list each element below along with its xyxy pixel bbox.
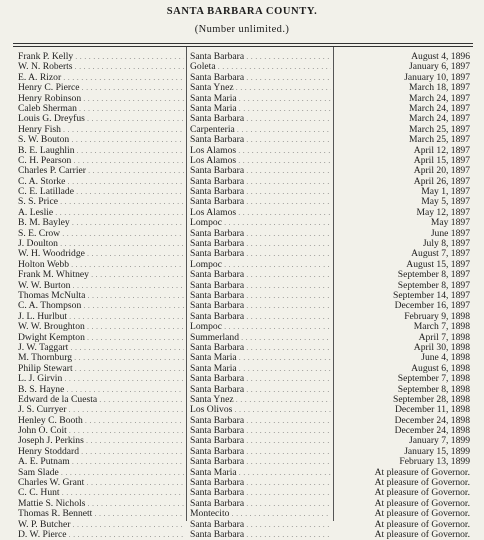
name-cell: Thomas McNulta . . . — [18, 291, 184, 301]
name-cell: Henry Fish . . . — [18, 125, 184, 135]
table-row — [0, 520, 484, 530]
table-row — [0, 530, 484, 540]
date-cell: September 8, 1897 — [397, 279, 470, 291]
name-cell: Frank P. Kelly . . . — [18, 52, 184, 62]
date-cell: September 7, 1898 — [397, 373, 470, 385]
place-cell: Santa Barbara . . . — [190, 229, 331, 239]
name-cell: Edward de la Cuesta . . . — [18, 395, 184, 405]
place-cell: Santa Ynez . . . — [190, 83, 331, 93]
date-cell: March 25, 1897 — [408, 134, 470, 146]
date-cell: December 24, 1898 — [394, 425, 470, 437]
place-cell: Santa Barbara . . . — [190, 197, 331, 207]
date-cell: May 12, 1897 — [416, 206, 470, 218]
date-cell: March 7, 1898 — [413, 321, 470, 333]
date-cell: December 11, 1898 — [394, 404, 470, 416]
date-cell: June 4, 1898 — [421, 352, 470, 364]
place-cell: Santa Barbara . . . — [190, 488, 331, 498]
name-cell: D. W. Pierce . . . — [18, 530, 184, 540]
table-row — [0, 218, 484, 228]
place-cell: Montecito . . . — [190, 509, 331, 519]
place-cell: Santa Barbara . . . — [190, 270, 331, 280]
place-cell: Santa Barbara . . . — [190, 187, 331, 197]
name-cell: Henry C. Pierce . . . — [18, 83, 184, 93]
date-cell: April 20, 1897 — [413, 165, 470, 177]
date-cell: January 6, 1897 — [408, 61, 470, 73]
table-top-rule-2 — [13, 46, 473, 47]
date-cell: December 16, 1897 — [394, 300, 470, 312]
place-cell: Summerland . . . — [190, 333, 331, 343]
name-cell: A. E. Putnam . . . — [18, 457, 184, 467]
date-cell: August 4, 1896 — [411, 51, 470, 62]
name-cell: J. L. Hurlbut . . . — [18, 312, 184, 322]
table-row — [0, 208, 484, 218]
date-cell: January 15, 1899 — [404, 445, 470, 457]
place-cell: Santa Maria . . . — [190, 468, 331, 478]
table-row — [0, 135, 484, 145]
date-cell: May 5, 1897 — [421, 196, 470, 208]
name-cell: B. E. Laughlin . . . — [18, 146, 184, 156]
table-row — [0, 177, 484, 187]
date-cell: September 14, 1897 — [392, 289, 470, 301]
name-cell: A. Leslie . . . — [18, 208, 184, 218]
date-cell: July 8, 1897 — [422, 238, 470, 250]
place-cell: Los Alamos . . . — [190, 146, 331, 156]
place-cell: Carpenteria . . . — [190, 125, 331, 135]
date-cell: January 10, 1897 — [404, 71, 470, 83]
table-row — [0, 187, 484, 197]
name-cell: J. W. Taggart . . . — [18, 343, 184, 353]
name-cell: Dwight Kempton . . . — [18, 333, 184, 343]
place-cell: Santa Maria . . . — [190, 364, 331, 374]
name-cell: C. A. Storke . . . — [18, 177, 184, 187]
name-cell: Henry Stoddard . . . — [18, 447, 184, 457]
table-row — [0, 229, 484, 239]
name-cell: Mattie S. Nichols . . . — [18, 499, 184, 509]
name-cell: John O. Coit . . . — [18, 426, 184, 436]
place-cell: Santa Barbara . . . — [190, 239, 331, 249]
place-cell: Santa Barbara . . . — [190, 499, 331, 509]
name-cell: Joseph J. Perkins . . . — [18, 436, 184, 446]
name-cell: M. Thornburg . . . — [18, 353, 184, 363]
date-cell: March 24, 1897 — [408, 102, 470, 114]
name-cell: W. W. Burton . . . — [18, 281, 184, 291]
place-cell: Santa Barbara . . . — [190, 343, 331, 353]
date-cell: December 24, 1898 — [394, 414, 470, 426]
date-cell: June 1897 — [430, 227, 470, 239]
name-cell: Sam Slade . . . — [18, 468, 184, 478]
date-cell: At pleasure of Governor. — [374, 518, 470, 530]
place-cell: Santa Barbara . . . — [190, 520, 331, 530]
place-cell: Santa Barbara . . . — [190, 281, 331, 291]
table-row — [0, 83, 484, 93]
date-cell: March 25, 1897 — [408, 123, 470, 135]
place-cell: Los Alamos . . . — [190, 208, 331, 218]
date-cell: September 8, 1897 — [397, 269, 470, 281]
name-cell: Frank M. Whitney . . . — [18, 270, 184, 280]
place-cell: Santa Barbara . . . — [190, 249, 331, 259]
name-cell: Henley C. Booth . . . — [18, 416, 184, 426]
name-cell: W. W. Broughton . . . — [18, 322, 184, 332]
date-cell: March 24, 1897 — [408, 92, 470, 104]
date-cell: At pleasure of Governor. — [374, 487, 470, 499]
table-row — [0, 146, 484, 156]
place-cell: Santa Barbara . . . — [190, 301, 331, 311]
table-row — [0, 166, 484, 176]
place-cell: Lompoc . . . — [190, 322, 331, 332]
name-cell: W. H. Woodridge . . . — [18, 249, 184, 259]
date-cell: September 8, 1898 — [397, 383, 470, 395]
name-cell: Holton Webb . . . — [18, 260, 184, 270]
name-cell: Henry Robinson . . . — [18, 94, 184, 104]
name-cell: Thomas R. Bennett . . . — [18, 509, 184, 519]
place-cell: Santa Maria . . . — [190, 104, 331, 114]
place-cell: Santa Barbara . . . — [190, 478, 331, 488]
table-row — [0, 322, 484, 332]
date-cell: February 9, 1898 — [404, 310, 470, 322]
place-cell: Santa Barbara . . . — [190, 374, 331, 384]
name-cell: C. E. Latillade . . . — [18, 187, 184, 197]
date-cell: August 7, 1897 — [411, 248, 470, 260]
place-cell: Los Alamos . . . — [190, 156, 331, 166]
date-cell: April 12, 1897 — [413, 144, 470, 156]
place-cell: Lompoc . . . — [190, 260, 331, 270]
table-row — [0, 343, 484, 353]
name-cell: S. S. Price . . . — [18, 197, 184, 207]
date-cell: April 30, 1898 — [413, 341, 470, 353]
date-cell: August 6, 1898 — [411, 362, 470, 374]
place-cell: Santa Barbara . . . — [190, 73, 331, 83]
name-cell: C. C. Hunt . . . — [18, 488, 184, 498]
place-cell: Santa Barbara . . . — [190, 426, 331, 436]
place-cell: Santa Barbara . . . — [190, 416, 331, 426]
date-cell: September 28, 1898 — [392, 393, 470, 405]
date-cell: April 15, 1897 — [413, 154, 470, 166]
name-cell: E. A. Rizor . . . — [18, 73, 184, 83]
date-cell: April 26, 1897 — [413, 175, 470, 187]
place-cell: Santa Barbara . . . — [190, 457, 331, 467]
name-cell: S. E. Crow . . . — [18, 229, 184, 239]
date-cell: May 1897 — [430, 217, 470, 229]
name-cell: S. W. Bouton . . . — [18, 135, 184, 145]
place-cell: Santa Barbara . . . — [190, 530, 331, 540]
place-cell: Santa Barbara . . . — [190, 436, 331, 446]
place-cell: Santa Barbara . . . — [190, 447, 331, 457]
name-cell: Philip Stewart . . . — [18, 364, 184, 374]
date-cell: March 18, 1897 — [408, 82, 470, 94]
place-cell: Santa Barbara . . . — [190, 114, 331, 124]
table-row — [0, 374, 484, 384]
place-cell: Santa Maria . . . — [190, 353, 331, 363]
date-cell: May 1, 1897 — [421, 186, 470, 198]
place-cell: Goleta . . . — [190, 62, 331, 72]
name-cell: Charles P. Carrier . . . — [18, 166, 184, 176]
place-cell: Santa Barbara . . . — [190, 291, 331, 301]
table-row — [0, 333, 484, 343]
name-cell: Louis G. Dreyfus . . . — [18, 114, 184, 124]
name-cell: B. M. Bayley . . . — [18, 218, 184, 228]
name-cell: J. Doulton . . . — [18, 239, 184, 249]
place-cell: Los Olivos . . . — [190, 405, 331, 415]
table-row — [0, 156, 484, 166]
place-cell: Santa Barbara . . . — [190, 166, 331, 176]
name-cell: W. N. Roberts . . . — [18, 62, 184, 72]
date-cell: At pleasure of Governor. — [374, 477, 470, 489]
date-cell: January 7, 1899 — [408, 435, 470, 447]
name-cell: B. S. Hayne . . . — [18, 385, 184, 395]
date-cell: March 24, 1897 — [408, 113, 470, 125]
table-row — [0, 312, 484, 322]
place-cell: Lompoc . . . — [190, 218, 331, 228]
name-cell: J. S. Curryer . . . — [18, 405, 184, 415]
date-cell: August 15, 1897 — [406, 258, 470, 270]
name-cell: Charles W. Grant . . . — [18, 478, 184, 488]
date-cell: February 13, 1899 — [399, 456, 470, 468]
name-cell: L. J. Girvin . . . — [18, 374, 184, 384]
name-cell: Caleb Sherman . . . — [18, 104, 184, 114]
place-cell: Santa Ynez . . . — [190, 395, 331, 405]
place-cell: Santa Barbara . . . — [190, 52, 331, 62]
table-body — [0, 52, 484, 540]
table-row — [0, 197, 484, 207]
name-cell: W. P. Butcher . . . — [18, 520, 184, 530]
table-top-rule — [13, 43, 473, 44]
place-cell: Santa Barbara . . . — [190, 385, 331, 395]
date-cell: At pleasure of Governor. — [374, 466, 470, 478]
place-cell: Santa Maria . . . — [190, 94, 331, 104]
date-cell: At pleasure of Governor. — [374, 508, 470, 520]
place-cell: Santa Barbara . . . — [190, 135, 331, 145]
place-cell: Santa Barbara . . . — [190, 312, 331, 322]
date-cell: At pleasure of Governor. — [374, 528, 470, 540]
date-cell: At pleasure of Governor. — [374, 497, 470, 509]
date-cell: April 7, 1898 — [418, 331, 470, 343]
page-subtitle: (Number unlimited.) — [194, 24, 290, 35]
page-title: SANTA BARBARA COUNTY. — [166, 6, 318, 17]
place-cell: Santa Barbara . . . — [190, 177, 331, 187]
name-cell: C. A. Thompson . . . — [18, 301, 184, 311]
name-cell: C. H. Pearson . . . — [18, 156, 184, 166]
